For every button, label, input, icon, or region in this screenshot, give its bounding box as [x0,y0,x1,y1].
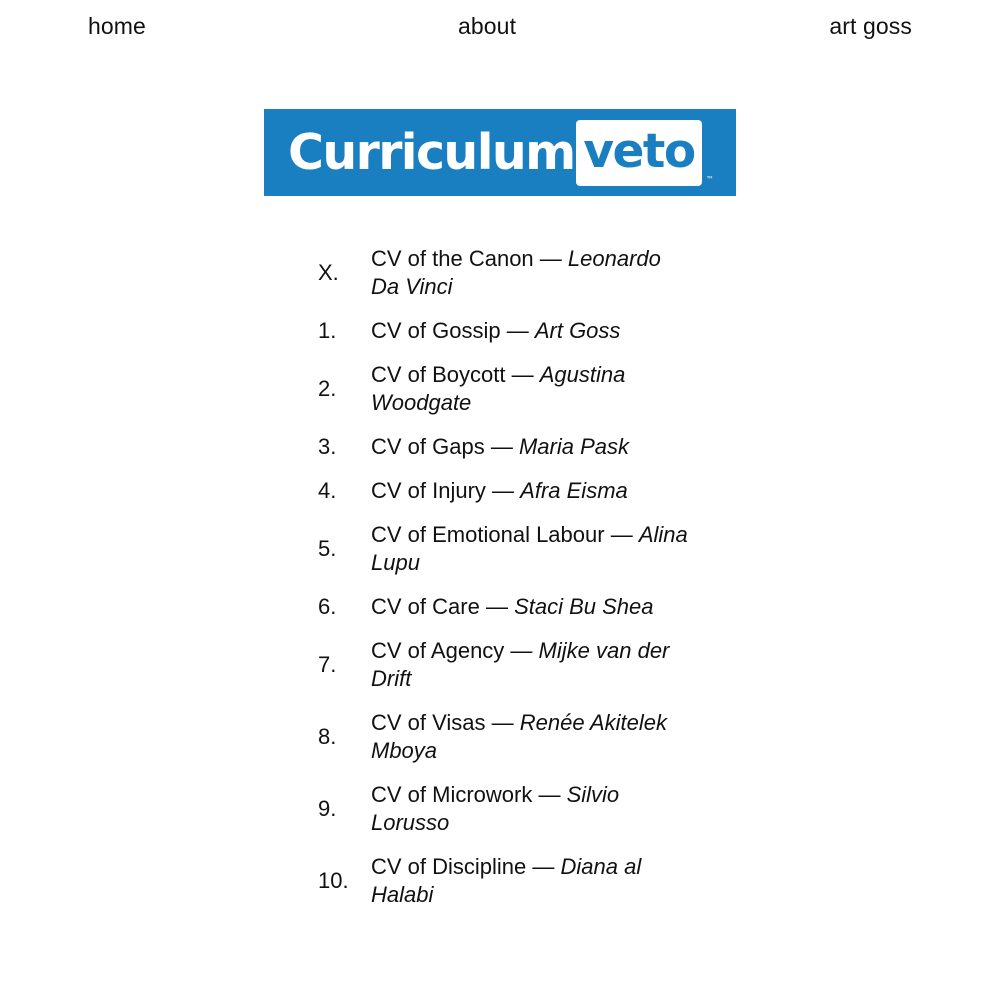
cv-list-item[interactable] [318,781,698,837]
nav-about-link[interactable]: about [458,13,517,39]
cv-list-item[interactable] [318,477,698,505]
logo-word: Curriculum [288,124,575,181]
cv-list [318,245,698,925]
nav-home-link[interactable]: home [88,13,146,39]
cv-separator: — [526,854,561,879]
cv-separator: — [533,246,568,271]
cv-list-item[interactable] [318,433,698,461]
cv-entry-text [371,245,691,301]
cv-author: Art Goss [534,318,621,343]
cv-number: X. [318,260,339,285]
cv-title: CV of Visas [371,710,486,735]
cv-number: 6. [318,594,337,619]
cv-title: CV of Microwork [371,782,533,807]
cv-entry-text [371,853,691,909]
cv-number: 4. [318,478,337,503]
cv-title: CV of Agency [371,638,505,663]
logo-boxed-word-background [576,120,702,186]
cv-separator: — [485,710,520,735]
cv-separator: — [479,594,515,619]
cv-author: Diana al Halabi [371,854,642,907]
cv-author: Alina Lupu [371,522,688,575]
cv-number: 8. [318,724,337,749]
cv-list-item[interactable] [318,317,698,345]
cv-author: Leonardo Da Vinci [371,246,661,299]
cv-separator: — [532,782,567,807]
cv-number: 1. [318,318,337,343]
cv-number: 3. [318,434,337,459]
cv-entry-text [371,781,691,837]
cv-list-item[interactable] [318,637,698,693]
cv-author: Maria Pask [518,434,629,459]
cv-entry-text [371,477,691,505]
cv-list-item[interactable] [318,521,698,577]
cv-author: Silvio Lorusso [371,782,620,835]
cv-title: CV of Discipline [371,854,527,879]
cv-list-item[interactable] [318,853,698,909]
cv-separator: — [504,638,539,663]
logo-boxed-word: veto [583,124,695,179]
cv-title: CV of Care [371,594,480,619]
cv-entry-text [371,361,691,417]
cv-entry-text [371,433,691,461]
cv-number: 2. [318,376,337,401]
cv-title: CV of Gaps [371,434,485,459]
cv-entry-text [371,637,691,693]
cv-author: Renée Akitelek Mboya [371,710,667,763]
cv-separator: — [505,362,540,387]
cv-author: Afra Eisma [520,478,628,503]
cv-separator: — [484,434,519,459]
cv-separator: — [500,318,535,343]
cv-entry-text [371,709,691,765]
cv-number: 7. [318,652,337,677]
cv-entry-text [371,593,691,621]
cv-entry-text [371,317,691,345]
cv-title: CV of Gossip [371,318,501,343]
cv-title: CV of the Canon [371,246,534,271]
curriculum-veto-logo [264,109,736,196]
cv-list-item[interactable] [318,245,698,301]
cv-list-item[interactable] [318,593,698,621]
cv-separator: — [604,522,639,547]
cv-author: Staci Bu Shea [514,594,654,619]
cv-title: CV of Injury [371,478,486,503]
cv-author: Agustina Woodgate [371,362,626,415]
cv-number: 5. [318,536,337,561]
cv-list-item[interactable] [318,709,698,765]
cv-entry-text [371,521,691,577]
logo-trademark: ™ [706,175,714,184]
cv-number: 9. [318,796,337,821]
cv-list-item[interactable] [318,361,698,417]
cv-separator: — [485,478,521,503]
cv-author: Mijke van der Drift [371,638,670,691]
cv-title: CV of Boycott [371,362,506,387]
cv-title: CV of Emotional Labour [371,522,605,547]
cv-number: 10. [318,868,349,893]
nav-art-goss-link[interactable]: art goss [829,13,912,39]
